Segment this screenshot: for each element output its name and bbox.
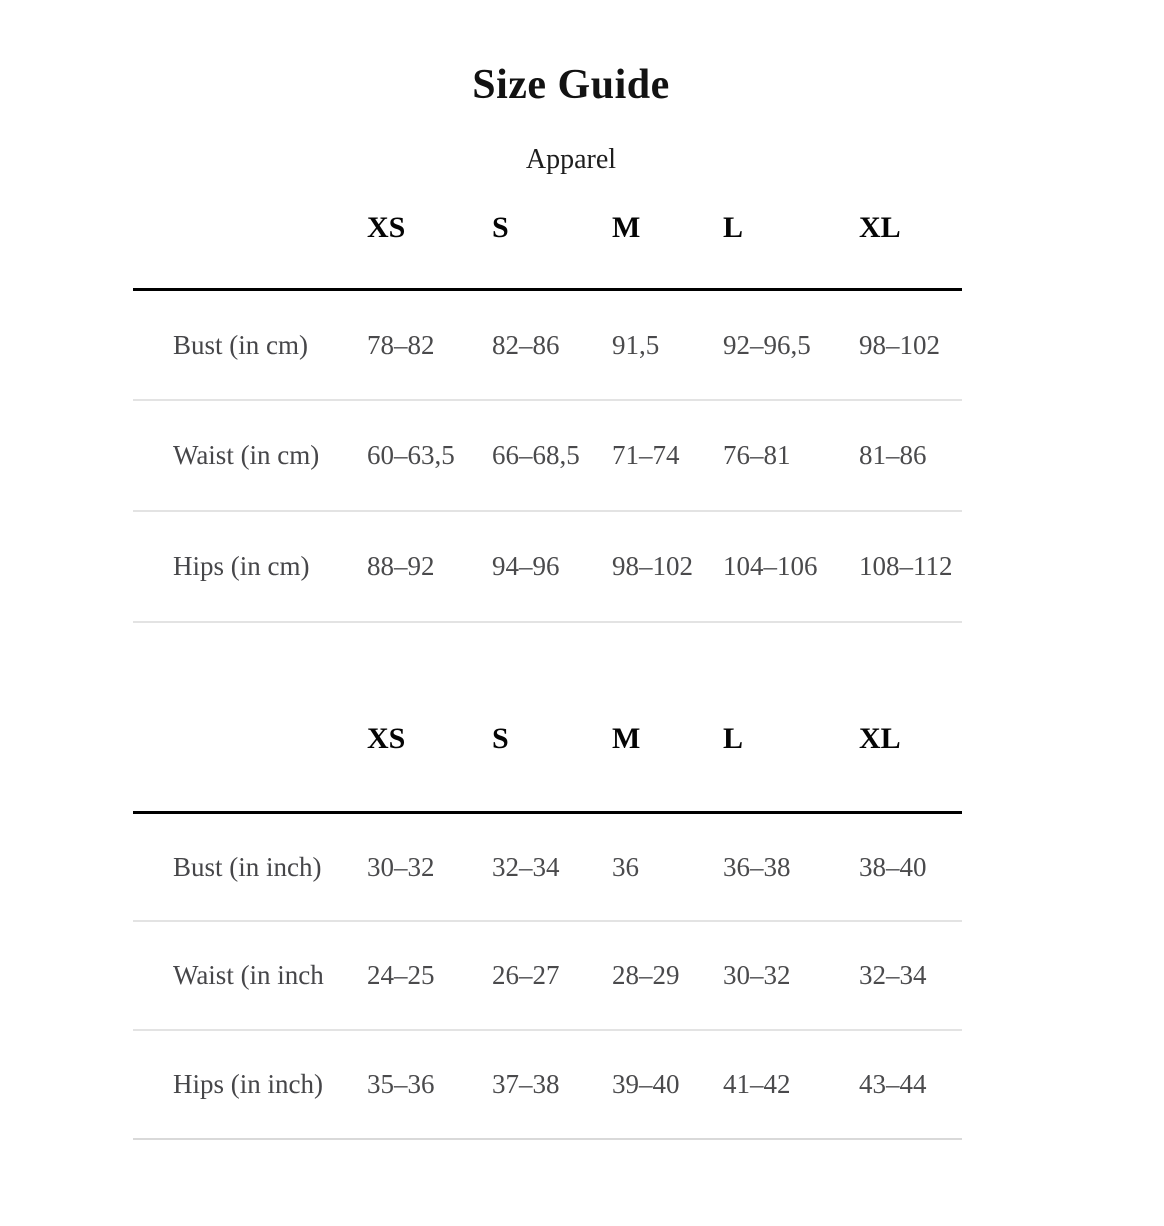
size-header-xs: XS: [367, 184, 492, 289]
row-label: Hips (in cm): [133, 511, 367, 622]
size-value: 98–102: [859, 289, 962, 400]
table-row-hips-inch: [133, 1030, 962, 1139]
size-value: 82–86: [492, 289, 612, 400]
size-value: 36: [612, 812, 723, 921]
size-header-xl: XL: [859, 184, 962, 289]
size-table-cm: [133, 184, 962, 623]
row-label: Bust (in inch): [133, 812, 367, 921]
size-value: 30–32: [367, 812, 492, 921]
page-subtitle: Apparel: [525, 144, 617, 176]
size-value: 32–34: [492, 812, 612, 921]
size-header-l: L: [723, 682, 859, 812]
size-value: 71–74: [612, 400, 723, 511]
size-value: 98–102: [612, 511, 723, 622]
size-header-row: [133, 682, 962, 812]
header-spacer: [133, 184, 367, 289]
size-value: 26–27: [492, 921, 612, 1030]
size-value: 28–29: [612, 921, 723, 1030]
size-header-m: M: [612, 682, 723, 812]
size-header-xl: XL: [859, 682, 962, 812]
size-table-inch-section: [133, 682, 962, 1140]
size-value: 36–38: [723, 812, 859, 921]
header-spacer: [133, 682, 367, 812]
size-value: 24–25: [367, 921, 492, 1030]
size-header-xs: XS: [367, 682, 492, 812]
row-label: Hips (in inch): [133, 1030, 367, 1139]
size-value: 88–92: [367, 511, 492, 622]
size-value: 30–32: [723, 921, 859, 1030]
size-value: 60–63,5: [367, 400, 492, 511]
table-row-bust-cm: [133, 289, 962, 400]
row-label: Bust (in cm): [133, 289, 367, 400]
size-header-m: M: [612, 184, 723, 289]
size-header-l: L: [723, 184, 859, 289]
size-value: 41–42: [723, 1030, 859, 1139]
size-table-cm-section: [133, 184, 962, 623]
size-value: 32–34: [859, 921, 962, 1030]
size-value: 43–44: [859, 1030, 962, 1139]
table-row-waist-cm: [133, 400, 962, 511]
size-header-row: [133, 184, 962, 289]
size-value: 39–40: [612, 1030, 723, 1139]
size-value: 78–82: [367, 289, 492, 400]
row-label: Waist (in inch: [133, 921, 367, 1030]
size-value: 76–81: [723, 400, 859, 511]
size-table-inch: [133, 682, 962, 1140]
size-value: 94–96: [492, 511, 612, 622]
size-value: 91,5: [612, 289, 723, 400]
size-value: 35–36: [367, 1030, 492, 1139]
size-value: 108–112: [859, 511, 962, 622]
page-title: Size Guide: [472, 62, 670, 108]
size-value: 37–38: [492, 1030, 612, 1139]
size-value: 81–86: [859, 400, 962, 511]
size-value: 38–40: [859, 812, 962, 921]
table-row-hips-cm: [133, 511, 962, 622]
table-row-bust-inch: [133, 812, 962, 921]
size-value: 66–68,5: [492, 400, 612, 511]
row-label: Waist (in cm): [133, 400, 367, 511]
size-value: 104–106: [723, 511, 859, 622]
size-header-s: S: [492, 682, 612, 812]
table-row-waist-inch: [133, 921, 962, 1030]
size-header-s: S: [492, 184, 612, 289]
size-value: 92–96,5: [723, 289, 859, 400]
